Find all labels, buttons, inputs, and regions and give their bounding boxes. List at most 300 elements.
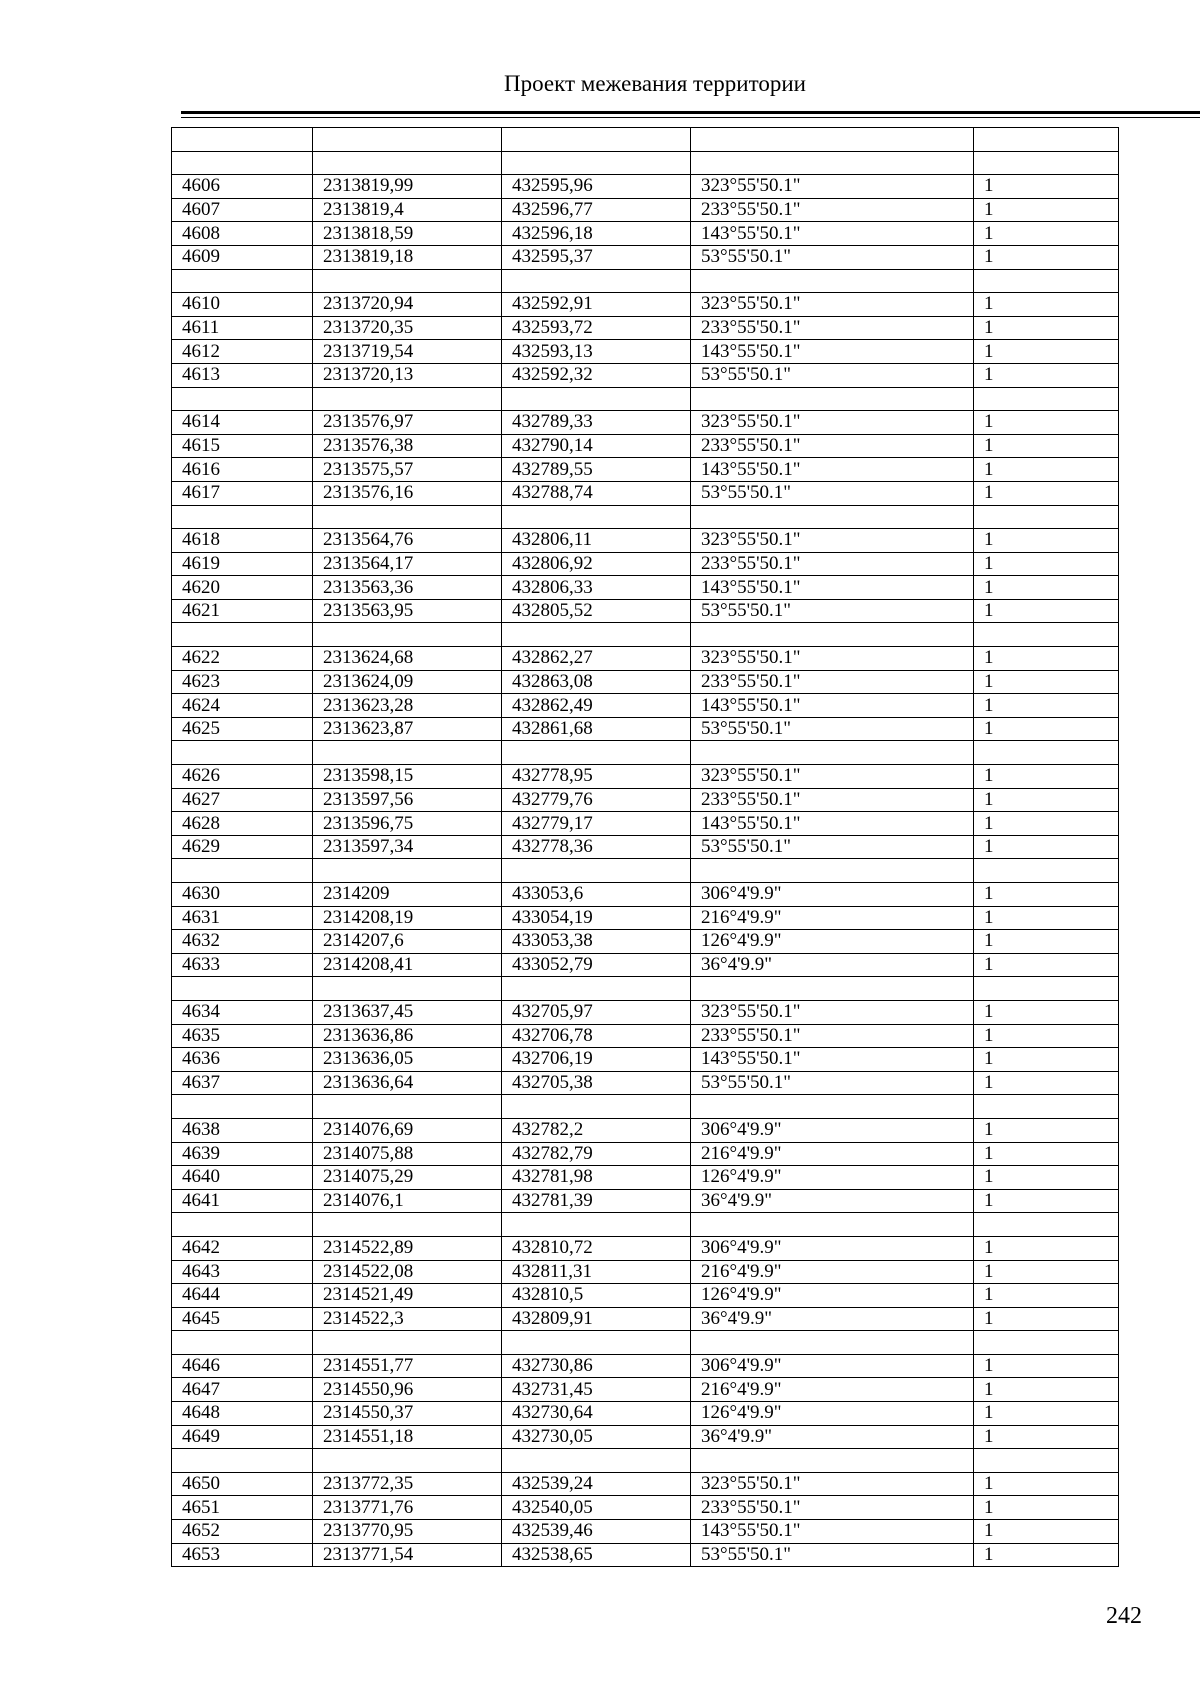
- y-coordinate-cell: 432809,91: [502, 1307, 691, 1331]
- empty-cell: [313, 859, 502, 883]
- value-cell: 1: [974, 1024, 1119, 1048]
- y-coordinate-cell: 432781,39: [502, 1189, 691, 1213]
- point-number-cell: 4635: [172, 1024, 313, 1048]
- x-coordinate-cell: 2313819,99: [313, 175, 502, 199]
- x-coordinate-cell: 2313575,57: [313, 458, 502, 482]
- empty-cell: [691, 741, 974, 765]
- point-number-cell: 4647: [172, 1378, 313, 1402]
- table-row: [172, 1189, 1119, 1213]
- point-number-cell: 4629: [172, 835, 313, 859]
- value-cell: 1: [974, 1189, 1119, 1213]
- value-cell: 1: [974, 363, 1119, 387]
- empty-cell: [172, 1331, 313, 1355]
- point-number-cell: 4630: [172, 883, 313, 907]
- table-row: [172, 930, 1119, 954]
- empty-cell: [974, 505, 1119, 529]
- empty-cell: [172, 977, 313, 1001]
- y-coordinate-cell: 432593,72: [502, 316, 691, 340]
- y-coordinate-cell: 432810,72: [502, 1236, 691, 1260]
- table-row: [172, 245, 1119, 269]
- bearing-cell: 233°55'50.1": [691, 552, 974, 576]
- point-number-cell: 4623: [172, 670, 313, 694]
- y-coordinate-cell: 432789,33: [502, 411, 691, 435]
- bearing-cell: 36°4'9.9": [691, 953, 974, 977]
- empty-cell: [974, 1449, 1119, 1473]
- empty-cell: [502, 859, 691, 883]
- x-coordinate-cell: 2313818,59: [313, 222, 502, 246]
- y-coordinate-cell: 432788,74: [502, 481, 691, 505]
- y-coordinate-cell: 432781,98: [502, 1166, 691, 1190]
- bearing-cell: 216°4'9.9": [691, 1260, 974, 1284]
- empty-cell: [691, 128, 974, 152]
- table-row: [172, 411, 1119, 435]
- bearing-cell: 233°55'50.1": [691, 316, 974, 340]
- value-cell: 1: [974, 1378, 1119, 1402]
- y-coordinate-cell: 432539,24: [502, 1472, 691, 1496]
- y-coordinate-cell: 432596,77: [502, 198, 691, 222]
- empty-cell: [691, 1331, 974, 1355]
- point-number-cell: 4624: [172, 694, 313, 718]
- value-cell: 1: [974, 175, 1119, 199]
- bearing-cell: 143°55'50.1": [691, 694, 974, 718]
- point-number-cell: 4612: [172, 340, 313, 364]
- empty-cell: [172, 741, 313, 765]
- x-coordinate-cell: 2313597,34: [313, 835, 502, 859]
- value-cell: 1: [974, 1425, 1119, 1449]
- value-cell: 1: [974, 1496, 1119, 1520]
- y-coordinate-cell: 432730,05: [502, 1425, 691, 1449]
- value-cell: 1: [974, 198, 1119, 222]
- point-number-cell: 4608: [172, 222, 313, 246]
- bearing-cell: 323°55'50.1": [691, 175, 974, 199]
- point-number-cell: 4642: [172, 1236, 313, 1260]
- x-coordinate-cell: 2314207,6: [313, 930, 502, 954]
- empty-cell: [172, 269, 313, 293]
- table-row: [172, 1520, 1119, 1544]
- bearing-cell: 143°55'50.1": [691, 812, 974, 836]
- table-row: [172, 340, 1119, 364]
- value-cell: 1: [974, 1166, 1119, 1190]
- point-number-cell: 4637: [172, 1071, 313, 1095]
- y-coordinate-cell: 432731,45: [502, 1378, 691, 1402]
- y-coordinate-cell: 432592,91: [502, 293, 691, 317]
- point-number-cell: 4607: [172, 198, 313, 222]
- y-coordinate-cell: 432789,55: [502, 458, 691, 482]
- y-coordinate-cell: 432730,64: [502, 1402, 691, 1426]
- x-coordinate-cell: 2314521,49: [313, 1284, 502, 1308]
- point-number-cell: 4614: [172, 411, 313, 435]
- empty-cell: [974, 269, 1119, 293]
- point-number-cell: 4616: [172, 458, 313, 482]
- coordinates-table-body: [172, 128, 1119, 1567]
- empty-cell: [502, 623, 691, 647]
- x-coordinate-cell: 2313597,56: [313, 788, 502, 812]
- separator-row: [172, 859, 1119, 883]
- x-coordinate-cell: 2314076,69: [313, 1118, 502, 1142]
- y-coordinate-cell: 432705,38: [502, 1071, 691, 1095]
- x-coordinate-cell: 2313819,4: [313, 198, 502, 222]
- table-row: [172, 1402, 1119, 1426]
- x-coordinate-cell: 2313623,28: [313, 694, 502, 718]
- empty-cell: [691, 1095, 974, 1119]
- table-row: [172, 765, 1119, 789]
- point-number-cell: 4638: [172, 1118, 313, 1142]
- y-coordinate-cell: 432805,52: [502, 599, 691, 623]
- empty-cell: [313, 128, 502, 152]
- empty-cell: [691, 505, 974, 529]
- page-number: 242: [1106, 1603, 1142, 1629]
- empty-cell: [172, 1449, 313, 1473]
- value-cell: 1: [974, 835, 1119, 859]
- point-number-cell: 4609: [172, 245, 313, 269]
- table-row: [172, 1142, 1119, 1166]
- value-cell: 1: [974, 883, 1119, 907]
- table-row: [172, 1024, 1119, 1048]
- bearing-cell: 323°55'50.1": [691, 647, 974, 671]
- bearing-cell: 53°55'50.1": [691, 835, 974, 859]
- bearing-cell: 233°55'50.1": [691, 1496, 974, 1520]
- empty-cell: [313, 151, 502, 175]
- y-coordinate-cell: 432782,79: [502, 1142, 691, 1166]
- x-coordinate-cell: 2313636,05: [313, 1048, 502, 1072]
- point-number-cell: 4651: [172, 1496, 313, 1520]
- point-number-cell: 4641: [172, 1189, 313, 1213]
- x-coordinate-cell: 2313719,54: [313, 340, 502, 364]
- x-coordinate-cell: 2314522,3: [313, 1307, 502, 1331]
- x-coordinate-cell: 2313576,16: [313, 481, 502, 505]
- table-row: [172, 1118, 1119, 1142]
- bearing-cell: 216°4'9.9": [691, 1142, 974, 1166]
- y-coordinate-cell: 432595,96: [502, 175, 691, 199]
- value-cell: 1: [974, 529, 1119, 553]
- x-coordinate-cell: 2314551,77: [313, 1354, 502, 1378]
- bearing-cell: 53°55'50.1": [691, 245, 974, 269]
- empty-cell: [502, 977, 691, 1001]
- empty-cell: [502, 741, 691, 765]
- separator-row: [172, 1449, 1119, 1473]
- point-number-cell: 4632: [172, 930, 313, 954]
- value-cell: 1: [974, 293, 1119, 317]
- bearing-cell: 306°4'9.9": [691, 1236, 974, 1260]
- table-row: [172, 434, 1119, 458]
- point-number-cell: 4650: [172, 1472, 313, 1496]
- page-title: Проект межевания территории: [504, 71, 806, 96]
- y-coordinate-cell: 432592,32: [502, 363, 691, 387]
- table-row: [172, 812, 1119, 836]
- separator-row: [172, 387, 1119, 411]
- x-coordinate-cell: 2314075,29: [313, 1166, 502, 1190]
- empty-cell: [974, 623, 1119, 647]
- bearing-cell: 323°55'50.1": [691, 411, 974, 435]
- y-coordinate-cell: 432730,86: [502, 1354, 691, 1378]
- x-coordinate-cell: 2314522,08: [313, 1260, 502, 1284]
- x-coordinate-cell: 2314522,89: [313, 1236, 502, 1260]
- table-row: [172, 316, 1119, 340]
- empty-cell: [313, 741, 502, 765]
- separator-row: [172, 977, 1119, 1001]
- empty-cell: [172, 151, 313, 175]
- table-row: [172, 1378, 1119, 1402]
- value-cell: 1: [974, 458, 1119, 482]
- bearing-cell: 323°55'50.1": [691, 529, 974, 553]
- bearing-cell: 53°55'50.1": [691, 1071, 974, 1095]
- point-number-cell: 4622: [172, 647, 313, 671]
- y-coordinate-cell: 432593,13: [502, 340, 691, 364]
- x-coordinate-cell: 2313819,18: [313, 245, 502, 269]
- value-cell: 1: [974, 812, 1119, 836]
- point-number-cell: 4645: [172, 1307, 313, 1331]
- x-coordinate-cell: 2314208,19: [313, 906, 502, 930]
- table-row: [172, 906, 1119, 930]
- x-coordinate-cell: 2313596,75: [313, 812, 502, 836]
- table-row: [172, 647, 1119, 671]
- empty-cell: [502, 269, 691, 293]
- y-coordinate-cell: 433053,38: [502, 930, 691, 954]
- table-row: [172, 175, 1119, 199]
- value-cell: 1: [974, 694, 1119, 718]
- x-coordinate-cell: 2314076,1: [313, 1189, 502, 1213]
- x-coordinate-cell: 2313636,64: [313, 1071, 502, 1095]
- x-coordinate-cell: 2313720,13: [313, 363, 502, 387]
- x-coordinate-cell: 2313624,09: [313, 670, 502, 694]
- point-number-cell: 4625: [172, 717, 313, 741]
- empty-cell: [313, 1331, 502, 1355]
- y-coordinate-cell: 432706,19: [502, 1048, 691, 1072]
- point-number-cell: 4652: [172, 1520, 313, 1544]
- bearing-cell: 143°55'50.1": [691, 340, 974, 364]
- empty-cell: [691, 151, 974, 175]
- x-coordinate-cell: 2313720,94: [313, 293, 502, 317]
- point-number-cell: 4653: [172, 1543, 313, 1567]
- table-row: [172, 363, 1119, 387]
- empty-cell: [172, 1095, 313, 1119]
- bearing-cell: 126°4'9.9": [691, 930, 974, 954]
- empty-cell: [172, 623, 313, 647]
- x-coordinate-cell: 2313770,95: [313, 1520, 502, 1544]
- x-coordinate-cell: 2314208,41: [313, 953, 502, 977]
- table-row: [172, 835, 1119, 859]
- empty-cell: [502, 151, 691, 175]
- empty-cell: [691, 269, 974, 293]
- bearing-cell: 143°55'50.1": [691, 458, 974, 482]
- y-coordinate-cell: 433052,79: [502, 953, 691, 977]
- bearing-cell: 53°55'50.1": [691, 481, 974, 505]
- value-cell: 1: [974, 1236, 1119, 1260]
- empty-cell: [974, 977, 1119, 1001]
- x-coordinate-cell: 2314209: [313, 883, 502, 907]
- table-row: [172, 198, 1119, 222]
- empty-cell: [974, 741, 1119, 765]
- bearing-cell: 323°55'50.1": [691, 1000, 974, 1024]
- empty-cell: [974, 859, 1119, 883]
- x-coordinate-cell: 2313564,76: [313, 529, 502, 553]
- empty-cell: [313, 623, 502, 647]
- empty-cell: [974, 1331, 1119, 1355]
- y-coordinate-cell: 432862,49: [502, 694, 691, 718]
- y-coordinate-cell: 433053,6: [502, 883, 691, 907]
- value-cell: 1: [974, 1142, 1119, 1166]
- x-coordinate-cell: 2313636,86: [313, 1024, 502, 1048]
- point-number-cell: 4619: [172, 552, 313, 576]
- table-row: [172, 481, 1119, 505]
- table-row: [172, 1472, 1119, 1496]
- x-coordinate-cell: 2313563,95: [313, 599, 502, 623]
- empty-cell: [691, 1213, 974, 1237]
- value-cell: 1: [974, 1071, 1119, 1095]
- y-coordinate-cell: 432538,65: [502, 1543, 691, 1567]
- value-cell: 1: [974, 1000, 1119, 1024]
- value-cell: 1: [974, 670, 1119, 694]
- bearing-cell: 143°55'50.1": [691, 1520, 974, 1544]
- bearing-cell: 233°55'50.1": [691, 670, 974, 694]
- value-cell: 1: [974, 1543, 1119, 1567]
- table-row: [172, 1071, 1119, 1095]
- x-coordinate-cell: 2313772,35: [313, 1472, 502, 1496]
- table-row: [172, 293, 1119, 317]
- point-number-cell: 4649: [172, 1425, 313, 1449]
- point-number-cell: 4613: [172, 363, 313, 387]
- header-rule-thin: [181, 117, 1200, 118]
- point-number-cell: 4634: [172, 1000, 313, 1024]
- y-coordinate-cell: 432778,95: [502, 765, 691, 789]
- value-cell: 1: [974, 1354, 1119, 1378]
- bearing-cell: 143°55'50.1": [691, 1048, 974, 1072]
- empty-cell: [974, 1213, 1119, 1237]
- x-coordinate-cell: 2313564,17: [313, 552, 502, 576]
- empty-cell: [313, 977, 502, 1001]
- empty-cell: [313, 1449, 502, 1473]
- empty-cell: [502, 387, 691, 411]
- separator-row: [172, 741, 1119, 765]
- x-coordinate-cell: 2313623,87: [313, 717, 502, 741]
- y-coordinate-cell: 432863,08: [502, 670, 691, 694]
- value-cell: 1: [974, 765, 1119, 789]
- value-cell: 1: [974, 481, 1119, 505]
- x-coordinate-cell: 2314550,37: [313, 1402, 502, 1426]
- x-coordinate-cell: 2313771,76: [313, 1496, 502, 1520]
- table-row: [172, 953, 1119, 977]
- point-number-cell: 4628: [172, 812, 313, 836]
- x-coordinate-cell: 2313576,38: [313, 434, 502, 458]
- point-number-cell: 4646: [172, 1354, 313, 1378]
- table-row: [172, 1354, 1119, 1378]
- bearing-cell: 216°4'9.9": [691, 1378, 974, 1402]
- point-number-cell: 4640: [172, 1166, 313, 1190]
- bearing-cell: 323°55'50.1": [691, 1472, 974, 1496]
- point-number-cell: 4626: [172, 765, 313, 789]
- y-coordinate-cell: 432778,36: [502, 835, 691, 859]
- table-row: [172, 576, 1119, 600]
- separator-row: [172, 505, 1119, 529]
- bearing-cell: 233°55'50.1": [691, 788, 974, 812]
- empty-cell: [172, 387, 313, 411]
- point-number-cell: 4617: [172, 481, 313, 505]
- x-coordinate-cell: 2313637,45: [313, 1000, 502, 1024]
- bearing-cell: 53°55'50.1": [691, 717, 974, 741]
- x-coordinate-cell: 2313598,15: [313, 765, 502, 789]
- value-cell: 1: [974, 434, 1119, 458]
- empty-cell: [172, 128, 313, 152]
- y-coordinate-cell: 432806,33: [502, 576, 691, 600]
- empty-cell: [313, 269, 502, 293]
- point-number-cell: 4621: [172, 599, 313, 623]
- value-cell: 1: [974, 717, 1119, 741]
- table-row: [172, 552, 1119, 576]
- table-row: [172, 1425, 1119, 1449]
- table-row: [172, 1284, 1119, 1308]
- point-number-cell: 4644: [172, 1284, 313, 1308]
- table-row: [172, 717, 1119, 741]
- y-coordinate-cell: 432862,27: [502, 647, 691, 671]
- x-coordinate-cell: 2313576,97: [313, 411, 502, 435]
- value-cell: 1: [974, 1520, 1119, 1544]
- table-row: [172, 670, 1119, 694]
- empty-cell: [313, 1213, 502, 1237]
- bearing-cell: 36°4'9.9": [691, 1189, 974, 1213]
- value-cell: 1: [974, 576, 1119, 600]
- y-coordinate-cell: 432806,92: [502, 552, 691, 576]
- bearing-cell: 53°55'50.1": [691, 363, 974, 387]
- y-coordinate-cell: 432810,5: [502, 1284, 691, 1308]
- bearing-cell: 53°55'50.1": [691, 599, 974, 623]
- x-coordinate-cell: 2313624,68: [313, 647, 502, 671]
- table-row: [172, 788, 1119, 812]
- point-number-cell: 4618: [172, 529, 313, 553]
- empty-cell: [974, 1095, 1119, 1119]
- empty-cell: [313, 387, 502, 411]
- table-row: [172, 1166, 1119, 1190]
- separator-row: [172, 1095, 1119, 1119]
- separator-row: [172, 151, 1119, 175]
- table-row: [172, 529, 1119, 553]
- separator-row: [172, 128, 1119, 152]
- empty-cell: [172, 505, 313, 529]
- y-coordinate-cell: 432779,17: [502, 812, 691, 836]
- point-number-cell: 4636: [172, 1048, 313, 1072]
- empty-cell: [502, 1449, 691, 1473]
- separator-row: [172, 623, 1119, 647]
- bearing-cell: 53°55'50.1": [691, 1543, 974, 1567]
- x-coordinate-cell: 2314550,96: [313, 1378, 502, 1402]
- point-number-cell: 4611: [172, 316, 313, 340]
- table-row: [172, 1307, 1119, 1331]
- point-number-cell: 4643: [172, 1260, 313, 1284]
- bearing-cell: 323°55'50.1": [691, 765, 974, 789]
- bearing-cell: 233°55'50.1": [691, 1024, 974, 1048]
- value-cell: 1: [974, 647, 1119, 671]
- value-cell: 1: [974, 930, 1119, 954]
- bearing-cell: 36°4'9.9": [691, 1425, 974, 1449]
- separator-row: [172, 269, 1119, 293]
- table-row: [172, 222, 1119, 246]
- y-coordinate-cell: 432806,11: [502, 529, 691, 553]
- empty-cell: [502, 1095, 691, 1119]
- table-row: [172, 458, 1119, 482]
- bearing-cell: 216°4'9.9": [691, 906, 974, 930]
- point-number-cell: 4633: [172, 953, 313, 977]
- table-row: [172, 1000, 1119, 1024]
- empty-cell: [691, 859, 974, 883]
- bearing-cell: 323°55'50.1": [691, 293, 974, 317]
- table-row: [172, 1496, 1119, 1520]
- separator-row: [172, 1331, 1119, 1355]
- empty-cell: [502, 1331, 691, 1355]
- value-cell: 1: [974, 1118, 1119, 1142]
- bearing-cell: 126°4'9.9": [691, 1166, 974, 1190]
- point-number-cell: 4620: [172, 576, 313, 600]
- x-coordinate-cell: 2314075,88: [313, 1142, 502, 1166]
- value-cell: 1: [974, 1472, 1119, 1496]
